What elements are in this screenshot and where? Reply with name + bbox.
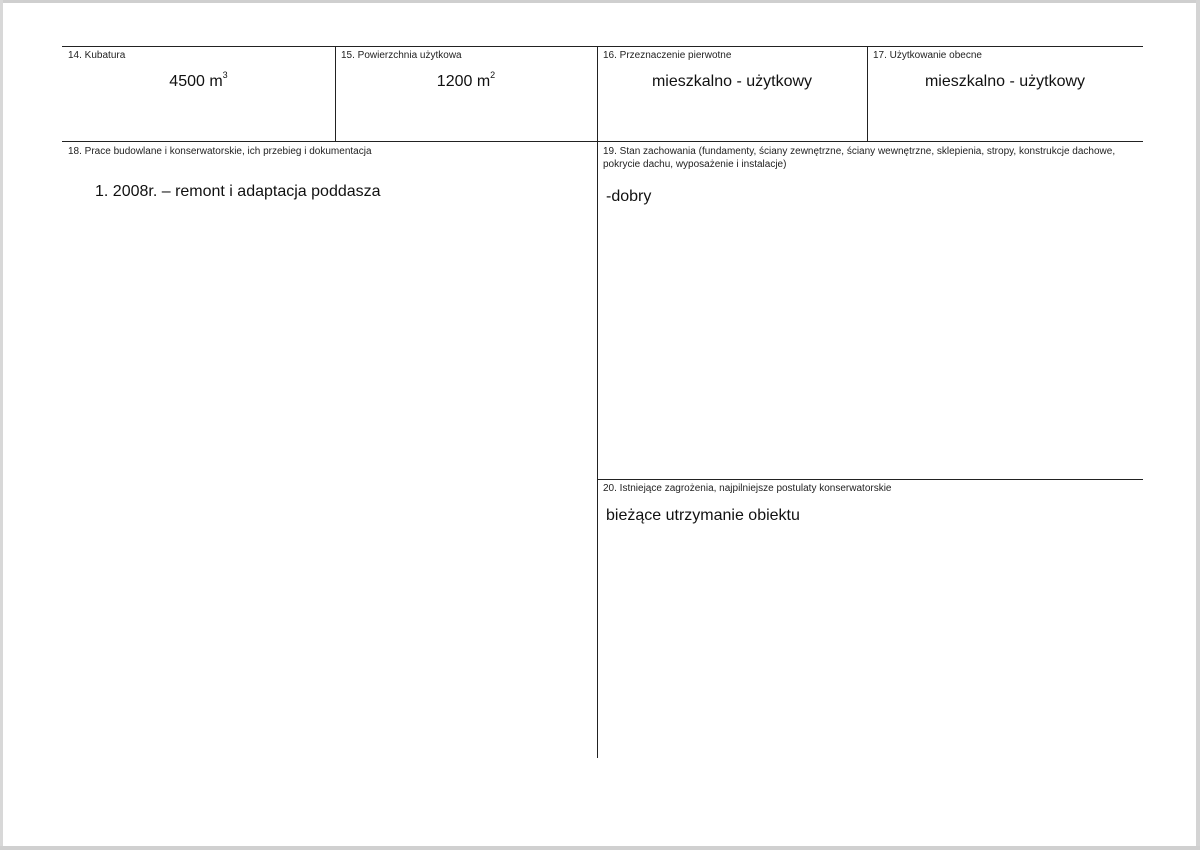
divider-14-15 [335,46,336,141]
field-19-value: -dobry [606,188,652,205]
field-15-value-text: 1200 m [436,73,491,90]
field-16-label: 16. Przeznaczenie pierwotne [603,50,732,61]
field-15-label: 15. Powierzchnia użytkowa [341,50,462,61]
field-17-value: mieszkalno - użytkowy [924,73,1086,90]
field-20-label: 20. Istniejące zagrożenia, najpilniejsze postulaty konserwatorskie [603,483,892,494]
row2-top-border [62,141,1143,142]
field-17-label: 17. Użytkowanie obecne [873,50,982,61]
scan-edge-top [0,0,1200,3]
field-14-value [62,70,335,91]
field-20-value: bieżące utrzymanie obiektu [606,507,800,524]
field-19-label: 19. Stan zachowania (fundamenty, ściany zewnętrzne, ściany wewnętrzne, sklepienia, stropy, konstrukcje dachowe, pokrycie dachu, wyposażenie i instalacje) [603,146,1116,170]
divider-18-19 [597,141,598,758]
divider-15-16 [597,46,598,141]
field-18-item: 1. 2008r. – remont i adaptacja poddasza [95,183,381,200]
field-15-unit-exponent: 2 [490,70,496,80]
divider-19-20 [597,479,1143,480]
scan-edge-left [0,0,3,850]
field-14-value-text: 4500 m [169,73,223,90]
row1-top-border [62,46,1143,47]
divider-16-17 [867,46,868,141]
scan-edge-right [1196,0,1200,850]
scan-edge-bottom [0,846,1200,850]
field-16-value: mieszkalno - użytkowy [651,73,813,90]
field-15-value [335,70,597,91]
field-14-unit-exponent: 3 [222,70,228,80]
field-18-label: 18. Prace budowlane i konserwatorskie, ich przebieg i dokumentacja [68,146,372,157]
field-14-label: 14. Kubatura [68,50,126,61]
